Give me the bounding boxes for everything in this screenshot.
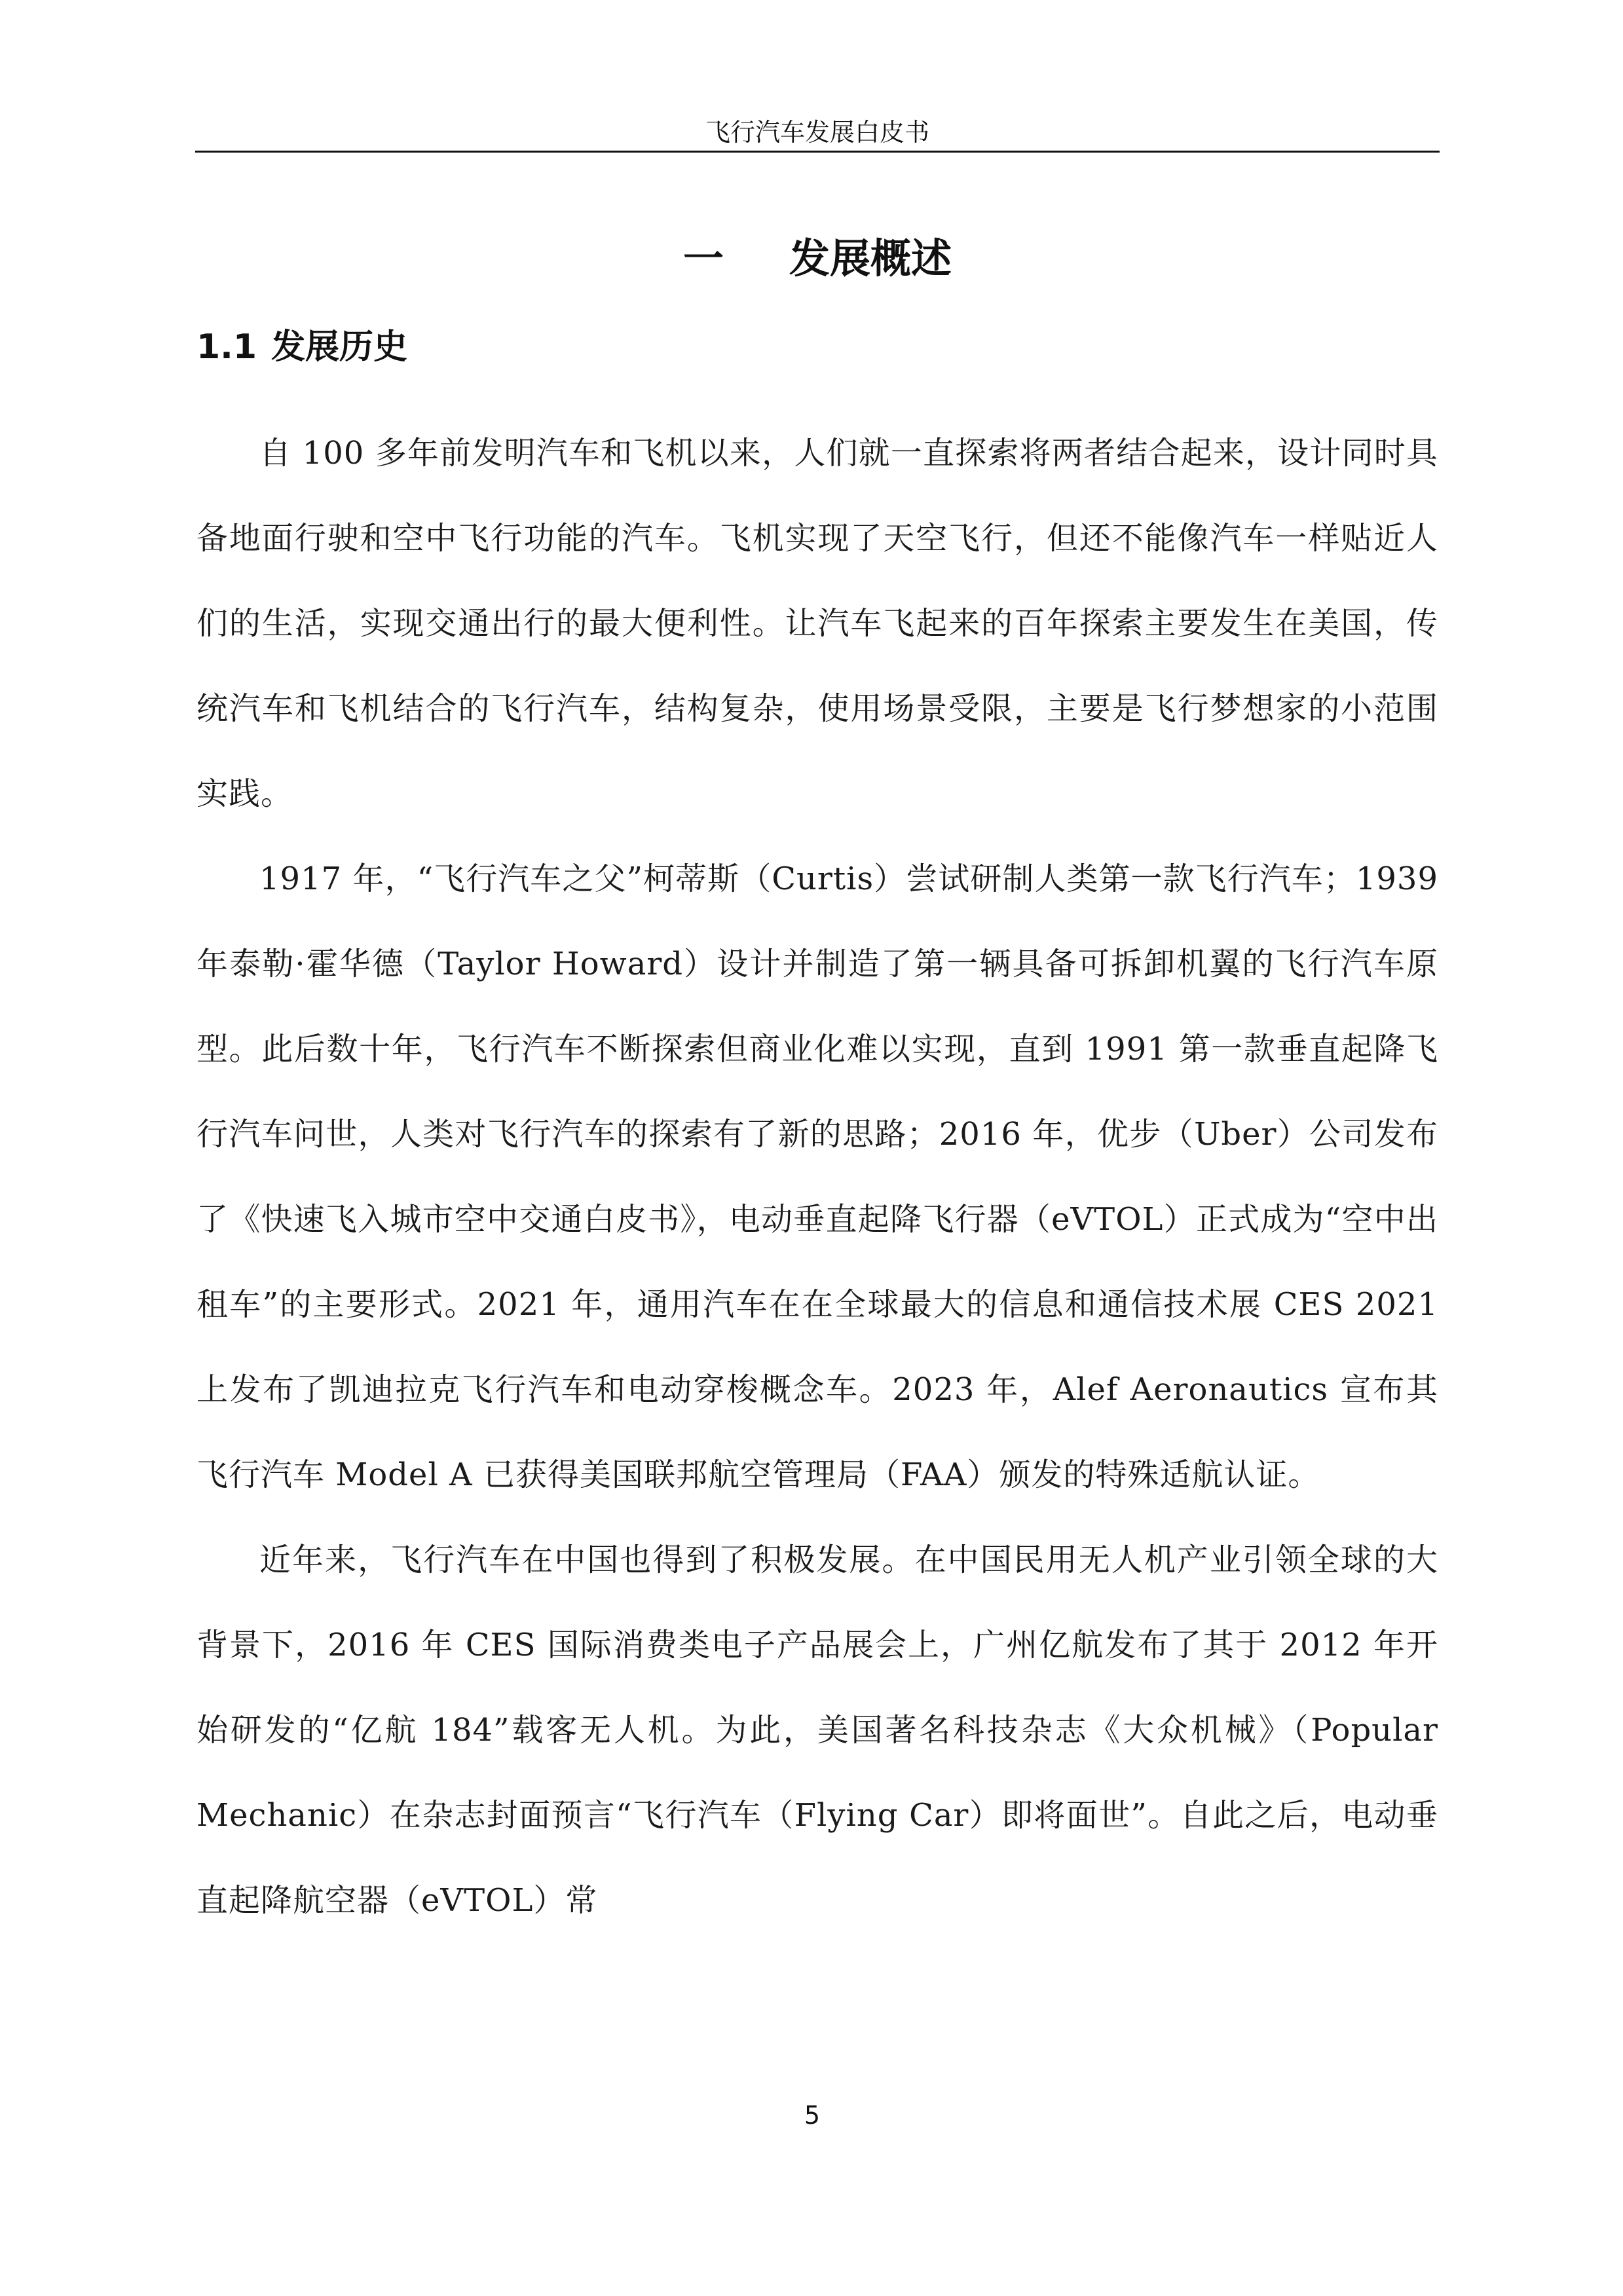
page-header-title: 飞行汽车发展白皮书 (705, 118, 929, 147)
chapter-title: 发展概述 (789, 234, 952, 282)
chapter-number: 一 (682, 234, 724, 282)
section-title: 发展历史 (271, 327, 408, 367)
paragraph: 1917 年，“飞行汽车之父”柯蒂斯（Curtis）尝试研制人类第一款飞行汽车；1939 年泰勒·霍华德（Taylor Howard）设计并制造了第一辆具备可拆卸机翼的飞行汽车原型。此后数十年，飞行汽车不断探索但商业化难以实现，直到 1991 第一款垂直起降飞行汽车问世，人类对飞行汽车的探索有了新的思路；2016 年，优步（Uber）公司发布了《快速飞入城市空中交通白皮书》，电动垂直起降飞行器（eVTOL）正式成为“空中出租车”的主要形式。2021 年，通用汽车在在全球最大的信息和通信技术展 CES 2021 上发布了凯迪拉克飞行汽车和电动穿梭概念车。2023 年，Alef Aeronautics 宣布其飞行汽车 Model A 已获得美国联邦航空管理局（FAA）颁发的特殊适航认证。 (196, 861, 1438, 1493)
paragraph: 自 100 多年前发明汽车和飞机以来，人们就一直探索将两者结合起来，设计同时具备地面行驶和空中飞行功能的汽车。飞机实现了天空飞行，但还不能像汽车一样贴近人们的生活，实现交通出行的最大便利性。让汽车飞起来的百年探索主要发生在美国，传统汽车和飞机结合的飞行汽车，结构复杂，使用场景受限，主要是飞行梦想家的小范围实践。 (196, 435, 1438, 812)
body-text (196, 411, 1438, 1943)
chapter-heading (195, 229, 1440, 288)
section-number: 1.1 (196, 327, 257, 367)
header-divider (195, 151, 1440, 153)
paragraph: 近年来，飞行汽车在中国也得到了积极发展。在中国民用无人机产业引领全球的大背景下，2016 年 CES 国际消费类电子产品展会上，广州亿航发布了其于 2012 年开始研发的“亿航 184”载客无人机。为此，美国著名科技杂志《大众机械》（Popular Mechanic）在杂志封面预言“飞行汽车（Flying Car）即将面世”。自此之后，电动垂直起降航空器（eVTOL）常 (196, 1542, 1438, 1919)
section-heading (196, 321, 407, 373)
page-number: 5 (804, 2101, 821, 2130)
